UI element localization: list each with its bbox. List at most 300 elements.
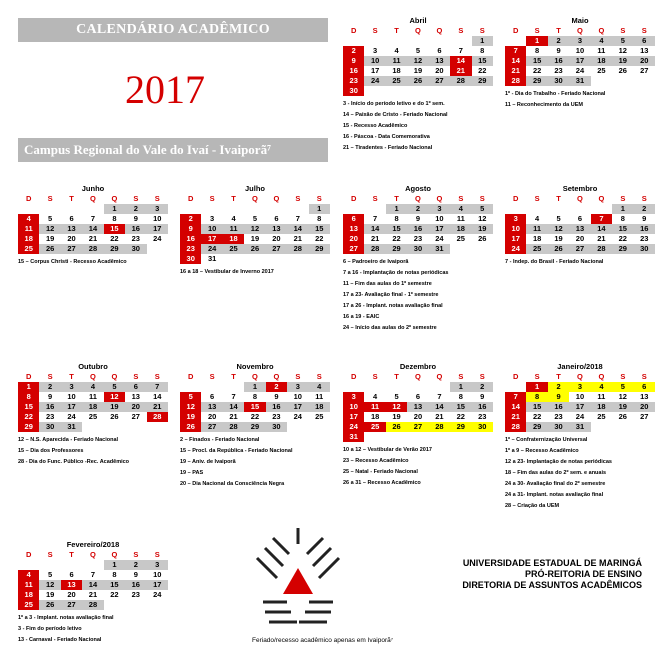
note-item: 13 - Carnaval - Feriado Nacional: [18, 637, 102, 643]
day-cell: 6: [266, 214, 287, 224]
day-cell: 22: [104, 590, 125, 600]
day-cell: 8: [244, 392, 265, 402]
day-cell: 20: [266, 234, 287, 244]
day-cell: 10: [287, 392, 308, 402]
month-title: Agosto: [405, 184, 431, 193]
day-cell: 4: [591, 36, 612, 46]
day-cell: 17: [287, 402, 308, 412]
empty-day-cell: [287, 204, 308, 214]
weekday-header: T: [61, 372, 82, 382]
day-cell: 14: [82, 224, 103, 234]
weekday-header: T: [548, 26, 569, 36]
day-cell: 23: [125, 234, 146, 244]
day-cell: 12: [612, 392, 633, 402]
weekday-header: S: [364, 26, 385, 36]
note-item: 20 – Dia Nacional da Consciência Negra: [180, 481, 285, 487]
note-item: 1º a 9 – Recesso Acadêmico: [505, 448, 579, 454]
weekday-header: S: [450, 194, 471, 204]
day-cell: 14: [505, 402, 526, 412]
day-cell: 2: [180, 214, 201, 224]
day-cell: 4: [364, 392, 385, 402]
note-item: 21 – Tiradentes - Feriado Nacional: [343, 145, 433, 151]
day-cell: 28: [505, 422, 526, 432]
empty-day-cell: [472, 432, 493, 442]
day-cell: 18: [591, 402, 612, 412]
day-cell: 23: [39, 412, 60, 422]
day-cell: 13: [634, 392, 655, 402]
weekday-header: S: [450, 372, 471, 382]
empty-day-cell: [364, 204, 385, 214]
weekday-header: T: [386, 372, 407, 382]
month-calendar: [343, 362, 493, 489]
day-cell: 27: [125, 412, 146, 422]
empty-day-cell: [526, 204, 547, 214]
empty-day-cell: [309, 422, 330, 432]
day-cell: 23: [634, 234, 655, 244]
day-cell: 31: [61, 422, 82, 432]
weekday-header: S: [612, 26, 633, 36]
weekday-header: S: [309, 194, 330, 204]
day-cell: 30: [266, 422, 287, 432]
day-cell: 1: [104, 560, 125, 570]
day-cell: 7: [505, 46, 526, 56]
weekday-header: Q: [82, 194, 103, 204]
weekday-header: Q: [104, 550, 125, 560]
month-grid: [505, 372, 655, 432]
empty-day-cell: [505, 36, 526, 46]
calendar-title-banner: CALENDÁRIO ACADÊMICO: [18, 18, 328, 42]
day-cell: 1: [386, 204, 407, 214]
day-cell: 3: [569, 36, 590, 46]
day-cell: 8: [472, 46, 493, 56]
empty-day-cell: [612, 422, 633, 432]
weekday-header: T: [548, 194, 569, 204]
month-notes: [343, 99, 493, 154]
month-calendar: [18, 540, 168, 646]
day-cell: 11: [82, 392, 103, 402]
day-cell: 28: [429, 422, 450, 432]
day-cell: 9: [266, 392, 287, 402]
uem-logo-icon: [243, 524, 353, 632]
day-cell: 4: [223, 214, 244, 224]
weekday-header: T: [61, 550, 82, 560]
day-cell: 25: [591, 412, 612, 422]
day-cell: 15: [104, 224, 125, 234]
empty-day-cell: [386, 36, 407, 46]
empty-day-cell: [180, 382, 201, 392]
day-cell: 6: [125, 382, 146, 392]
weekday-header: D: [343, 26, 364, 36]
note-item: 3 - Início do período letivo e do 1º sem.: [343, 101, 445, 107]
day-cell: 27: [61, 244, 82, 254]
day-cell: 14: [505, 56, 526, 66]
day-cell: 26: [104, 412, 125, 422]
day-cell: 2: [407, 204, 428, 214]
note-item: 23 – Recesso Acadêmico: [343, 458, 409, 464]
day-cell: 12: [104, 392, 125, 402]
day-cell: 19: [407, 66, 428, 76]
year-label: 2017: [125, 67, 205, 112]
month-grid: [505, 194, 655, 254]
weekday-header: Q: [591, 372, 612, 382]
day-cell: 20: [61, 234, 82, 244]
weekday-header: S: [472, 26, 493, 36]
day-cell: 13: [343, 224, 364, 234]
day-cell: 24: [287, 412, 308, 422]
day-cell: 22: [450, 412, 471, 422]
note-item: 11 – Reconhecimento da UEM: [505, 102, 583, 108]
weekday-header: S: [125, 372, 146, 382]
day-cell: 20: [61, 590, 82, 600]
day-cell: 21: [287, 234, 308, 244]
note-item: 19 – Aniv. de Ivaiporã: [180, 459, 236, 465]
day-cell: 15: [18, 402, 39, 412]
empty-day-cell: [591, 76, 612, 86]
empty-day-cell: [104, 600, 125, 610]
weekday-header: Q: [569, 194, 590, 204]
day-cell: 23: [266, 412, 287, 422]
day-cell: 10: [343, 402, 364, 412]
day-cell: 7: [82, 214, 103, 224]
day-cell: 3: [505, 214, 526, 224]
note-item: 1º - Dia do Trabalho - Feriado Nacional: [505, 91, 606, 97]
empty-day-cell: [569, 204, 590, 214]
day-cell: 22: [18, 412, 39, 422]
day-cell: 20: [343, 234, 364, 244]
day-cell: 7: [82, 570, 103, 580]
note-item: 17 a 23- Avaliação final - 1º semestre: [343, 292, 439, 298]
month-notes: [18, 435, 168, 468]
empty-day-cell: [364, 432, 385, 442]
weekday-header: Q: [429, 194, 450, 204]
weekday-header: S: [201, 194, 222, 204]
day-cell: 21: [450, 66, 471, 76]
day-cell: 10: [364, 56, 385, 66]
day-cell: 19: [244, 234, 265, 244]
day-cell: 14: [591, 224, 612, 234]
day-cell: 18: [591, 56, 612, 66]
day-cell: 24: [364, 76, 385, 86]
empty-day-cell: [125, 600, 146, 610]
day-cell: 15: [386, 224, 407, 234]
empty-day-cell: [505, 382, 526, 392]
day-cell: 8: [309, 214, 330, 224]
day-cell: 5: [244, 214, 265, 224]
day-cell: 10: [505, 224, 526, 234]
month-title: Dezembro: [399, 362, 437, 371]
weekday-header: S: [634, 26, 655, 36]
weekday-header: Q: [407, 26, 428, 36]
weekday-header: Q: [569, 26, 590, 36]
day-cell: 12: [407, 56, 428, 66]
note-item: 6 – Padroeiro de Ivaiporã: [343, 259, 409, 265]
day-cell: 23: [125, 590, 146, 600]
day-cell: 8: [526, 46, 547, 56]
month-notes: [343, 445, 493, 489]
weekday-header: Q: [591, 26, 612, 36]
day-cell: 3: [364, 46, 385, 56]
weekday-header: S: [147, 550, 168, 560]
month-grid: [505, 26, 655, 86]
day-cell: 24: [147, 590, 168, 600]
weekday-header: S: [450, 26, 471, 36]
day-cell: 26: [548, 244, 569, 254]
day-cell: 11: [526, 224, 547, 234]
day-cell: 3: [201, 214, 222, 224]
day-cell: 17: [569, 56, 590, 66]
note-item: 16 a 19 - EAIC: [343, 314, 380, 320]
day-cell: 7: [505, 392, 526, 402]
day-cell: 6: [569, 214, 590, 224]
weekday-header: S: [309, 372, 330, 382]
day-cell: 28: [287, 244, 308, 254]
weekday-header: T: [386, 26, 407, 36]
day-cell: 9: [407, 214, 428, 224]
note-item: 15 – Dia dos Professores: [18, 448, 84, 454]
empty-day-cell: [125, 422, 146, 432]
day-cell: 9: [472, 392, 493, 402]
day-cell: 23: [548, 66, 569, 76]
day-cell: 17: [364, 66, 385, 76]
weekday-header: S: [364, 372, 385, 382]
day-cell: 11: [450, 214, 471, 224]
empty-day-cell: [472, 244, 493, 254]
day-cell: 10: [569, 392, 590, 402]
empty-day-cell: [364, 36, 385, 46]
day-cell: 11: [364, 402, 385, 412]
month-notes: [505, 257, 655, 268]
day-cell: 6: [407, 392, 428, 402]
day-cell: 10: [147, 214, 168, 224]
month-grid: [343, 194, 493, 254]
note-item: 10 a 12 – Vestibular de Verão 2017: [343, 447, 432, 453]
empty-day-cell: [223, 204, 244, 214]
month-notes: [18, 613, 168, 646]
day-cell: 30: [472, 422, 493, 432]
note-item: 3 - Fim do período letivo: [18, 626, 82, 632]
day-cell: 6: [343, 214, 364, 224]
empty-day-cell: [266, 204, 287, 214]
day-cell: 12: [244, 224, 265, 234]
day-cell: 17: [147, 580, 168, 590]
day-cell: 20: [125, 402, 146, 412]
day-cell: 16: [125, 224, 146, 234]
day-cell: 3: [569, 382, 590, 392]
day-cell: 21: [505, 66, 526, 76]
day-cell: 5: [39, 570, 60, 580]
day-cell: 6: [61, 570, 82, 580]
day-cell: 20: [569, 234, 590, 244]
day-cell: 22: [244, 412, 265, 422]
month-calendar: [18, 184, 168, 268]
day-cell: 16: [39, 402, 60, 412]
empty-day-cell: [364, 382, 385, 392]
day-cell: 18: [364, 412, 385, 422]
day-cell: 10: [147, 570, 168, 580]
university-name: UNIVERSIDADE ESTADUAL DE MARINGÁ: [462, 558, 642, 568]
day-cell: 27: [634, 66, 655, 76]
campus-banner: Campus Regional do Vale do Ivaí - Ivaiporã⁷: [18, 138, 328, 162]
day-cell: 19: [472, 224, 493, 234]
month-grid: [18, 372, 168, 432]
day-cell: 5: [104, 382, 125, 392]
day-cell: 31: [201, 254, 222, 264]
day-cell: 7: [450, 46, 471, 56]
day-cell: 4: [309, 382, 330, 392]
day-cell: 29: [18, 422, 39, 432]
day-cell: 29: [104, 244, 125, 254]
day-cell: 7: [591, 214, 612, 224]
day-cell: 3: [287, 382, 308, 392]
month-calendar: [180, 184, 330, 278]
empty-day-cell: [612, 76, 633, 86]
note-item: 14 – Paixão de Cristo - Feriado Nacional: [343, 112, 448, 118]
day-cell: 19: [612, 402, 633, 412]
weekday-header: S: [287, 194, 308, 204]
day-cell: 22: [526, 412, 547, 422]
note-item: 16 - Páscoa - Data Comemorativa: [343, 134, 430, 140]
empty-day-cell: [591, 422, 612, 432]
empty-day-cell: [223, 254, 244, 264]
day-cell: 24: [429, 234, 450, 244]
empty-day-cell: [386, 86, 407, 96]
note-item: 25 – Natal - Feriado Nacional: [343, 469, 418, 475]
day-cell: 30: [39, 422, 60, 432]
day-cell: 21: [429, 412, 450, 422]
day-cell: 30: [343, 86, 364, 96]
day-cell: 5: [472, 204, 493, 214]
empty-day-cell: [343, 36, 364, 46]
day-cell: 26: [39, 600, 60, 610]
day-cell: 3: [147, 560, 168, 570]
day-cell: 7: [364, 214, 385, 224]
weekday-header: D: [343, 194, 364, 204]
weekday-header: T: [223, 194, 244, 204]
day-cell: 9: [548, 46, 569, 56]
day-cell: 16: [634, 224, 655, 234]
weekday-header: Q: [244, 194, 265, 204]
day-cell: 15: [244, 402, 265, 412]
weekday-header: Q: [244, 372, 265, 382]
day-cell: 16: [548, 402, 569, 412]
empty-day-cell: [634, 76, 655, 86]
day-cell: 12: [39, 580, 60, 590]
empty-day-cell: [147, 244, 168, 254]
note-item: 12 a 23- Implantação de notas periódicas: [505, 459, 612, 465]
month-notes: [343, 257, 493, 334]
day-cell: 13: [61, 224, 82, 234]
day-cell: 2: [343, 46, 364, 56]
day-cell: 6: [201, 392, 222, 402]
day-cell: 5: [612, 382, 633, 392]
day-cell: 22: [104, 234, 125, 244]
weekday-header: S: [612, 372, 633, 382]
day-cell: 28: [364, 244, 385, 254]
empty-day-cell: [450, 432, 471, 442]
weekday-header: S: [201, 372, 222, 382]
directorate-name: DIRETORIA DE ASSUNTOS ACADÊMICOS: [462, 580, 642, 590]
day-cell: 16: [472, 402, 493, 412]
day-cell: 23: [343, 76, 364, 86]
day-cell: 9: [39, 392, 60, 402]
day-cell: 26: [180, 422, 201, 432]
empty-day-cell: [201, 382, 222, 392]
weekday-header: S: [147, 372, 168, 382]
day-cell: 30: [180, 254, 201, 264]
day-cell: 17: [429, 224, 450, 234]
weekday-header: Q: [104, 194, 125, 204]
day-cell: 4: [18, 570, 39, 580]
note-item: 24 a 30- Avaliação final do 2º semestre: [505, 481, 606, 487]
day-cell: 26: [612, 412, 633, 422]
month-notes: [18, 257, 168, 268]
day-cell: 4: [526, 214, 547, 224]
month-grid: [180, 194, 330, 264]
month-grid: [18, 194, 168, 254]
day-cell: 14: [450, 56, 471, 66]
day-cell: 9: [125, 570, 146, 580]
empty-day-cell: [450, 244, 471, 254]
day-cell: 22: [309, 234, 330, 244]
day-cell: 4: [591, 382, 612, 392]
month-grid: [343, 372, 493, 442]
note-item: 15 – Corpus Christi - Recesso Acadêmico: [18, 259, 127, 265]
day-cell: 21: [147, 402, 168, 412]
day-cell: 16: [548, 56, 569, 66]
day-cell: 13: [266, 224, 287, 234]
empty-day-cell: [548, 204, 569, 214]
day-cell: 9: [548, 392, 569, 402]
day-cell: 29: [386, 244, 407, 254]
day-cell: 21: [505, 412, 526, 422]
empty-day-cell: [244, 254, 265, 264]
day-cell: 31: [429, 244, 450, 254]
day-cell: 27: [429, 76, 450, 86]
day-cell: 6: [634, 36, 655, 46]
day-cell: 25: [526, 244, 547, 254]
day-cell: 19: [180, 412, 201, 422]
note-item: 16 a 18 – Vestibular de Inverno 2017: [180, 269, 274, 275]
day-cell: 18: [18, 234, 39, 244]
empty-day-cell: [429, 86, 450, 96]
empty-day-cell: [61, 204, 82, 214]
day-cell: 20: [634, 56, 655, 66]
day-cell: 30: [634, 244, 655, 254]
day-cell: 22: [526, 66, 547, 76]
day-cell: 28: [147, 412, 168, 422]
weekday-header: Q: [429, 372, 450, 382]
empty-day-cell: [61, 560, 82, 570]
day-cell: 2: [472, 382, 493, 392]
weekday-header: D: [343, 372, 364, 382]
day-cell: 11: [591, 392, 612, 402]
day-cell: 5: [612, 36, 633, 46]
day-cell: 15: [526, 56, 547, 66]
day-cell: 10: [201, 224, 222, 234]
day-cell: 19: [548, 234, 569, 244]
day-cell: 16: [266, 402, 287, 412]
day-cell: 16: [343, 66, 364, 76]
day-cell: 18: [18, 590, 39, 600]
day-cell: 13: [201, 402, 222, 412]
day-cell: 17: [343, 412, 364, 422]
day-cell: 24: [61, 412, 82, 422]
day-cell: 23: [472, 412, 493, 422]
day-cell: 27: [634, 412, 655, 422]
empty-day-cell: [104, 422, 125, 432]
empty-day-cell: [450, 86, 471, 96]
day-cell: 26: [612, 66, 633, 76]
